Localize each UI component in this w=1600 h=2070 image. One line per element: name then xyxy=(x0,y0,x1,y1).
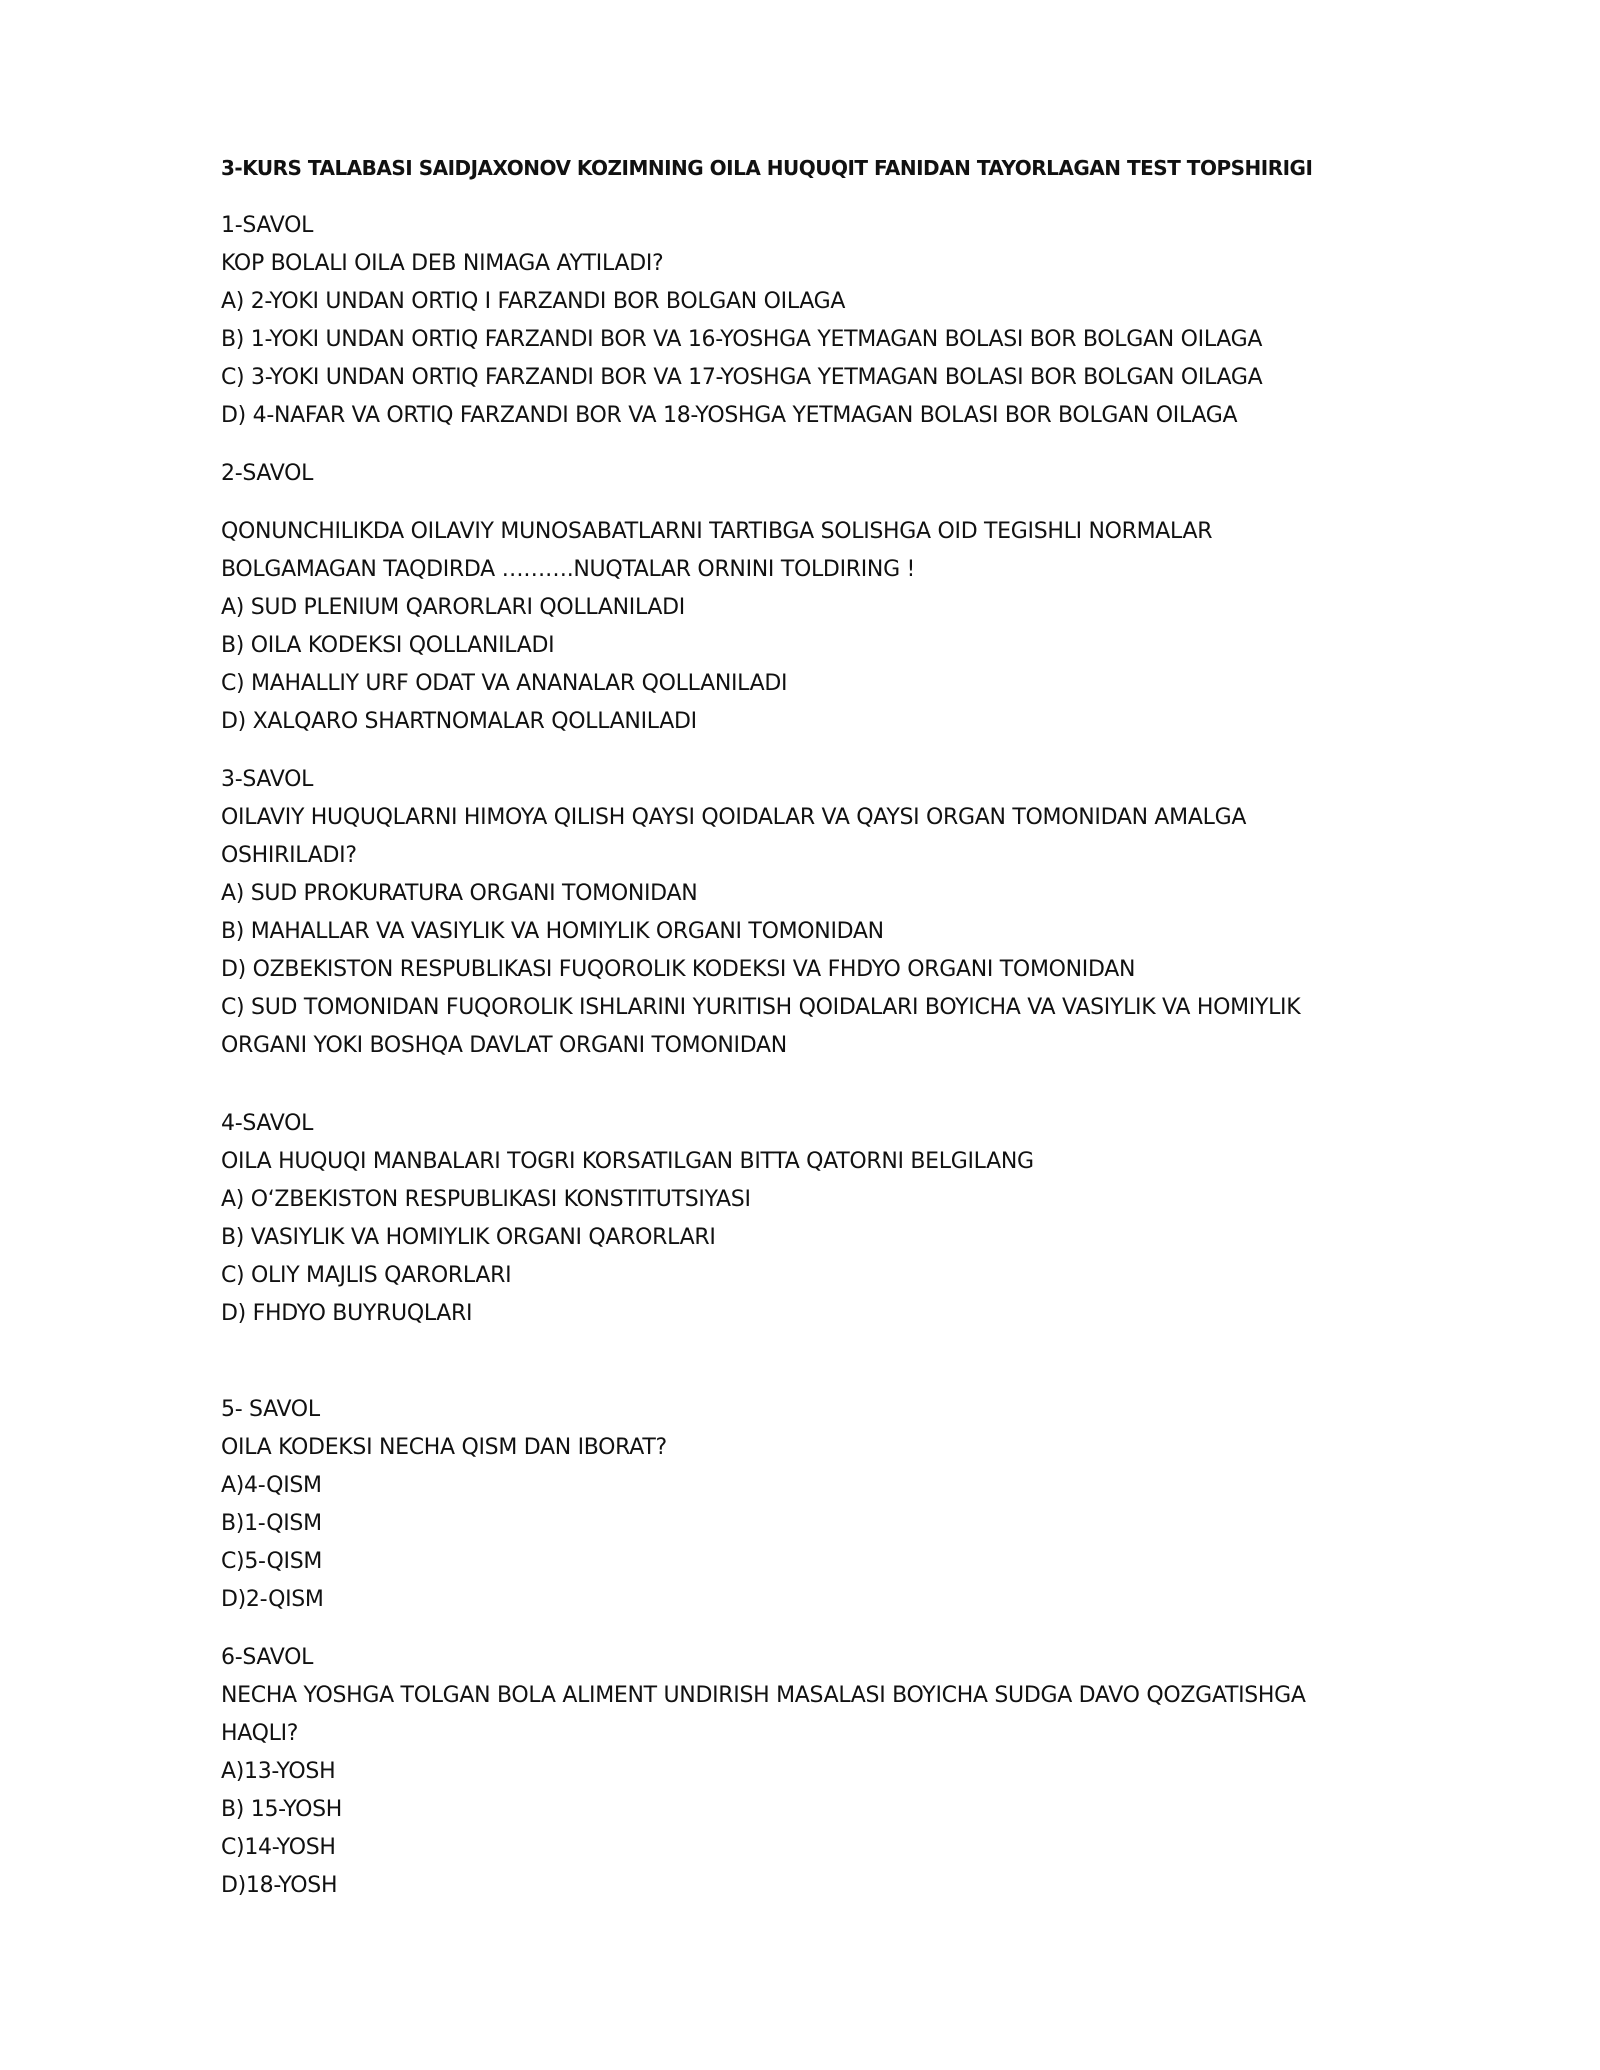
question-4-text: OILA HUQUQI MANBALARI TOGRI KORSATILGAN BITTA QATORNI BELGILANG xyxy=(221,1149,1034,1174)
spacer xyxy=(221,435,1521,455)
question-5-option-a: A)4-QISM xyxy=(221,1473,322,1498)
question-5-label: 5- SAVOL xyxy=(221,1397,320,1422)
question-4-label: 4-SAVOL xyxy=(221,1111,314,1136)
spacer xyxy=(221,1065,1521,1105)
question-5 xyxy=(221,1391,1521,1619)
spacer xyxy=(221,1333,1521,1391)
question-5-text: OILA KODEKSI NECHA QISM DAN IBORAT? xyxy=(221,1435,667,1460)
question-1-option-a: A) 2-YOKI UNDAN ORTIQ I FARZANDI BOR BOLGAN OILAGA xyxy=(221,289,846,314)
question-3-option-d: D) OZBEKISTON RESPUBLIKASI FUQOROLIK KODEKSI VA FHDYO ORGANI TOMONIDAN xyxy=(221,957,1136,982)
question-6-option-b: B) 15-YOSH xyxy=(221,1797,343,1822)
question-3-text-line-1: OILAVIY HUQUQLARNI HIMOYA QILISH QAYSI QOIDALAR VA QAYSI ORGAN TOMONIDAN AMALGA xyxy=(221,805,1247,830)
question-6-option-a: A)13-YOSH xyxy=(221,1759,336,1784)
question-6-option-c: C)14-YOSH xyxy=(221,1835,336,1860)
question-2-label: 2-SAVOL xyxy=(221,461,314,486)
document-page xyxy=(221,149,1521,1905)
spacer xyxy=(221,1619,1521,1639)
question-1-option-c: C) 3-YOKI UNDAN ORTIQ FARZANDI BOR VA 17-YOSHGA YETMAGAN BOLASI BOR BOLGAN OILAGA xyxy=(221,365,1263,390)
question-5-option-b: B)1-QISM xyxy=(221,1511,322,1536)
question-1-option-d: D) 4-NAFAR VA ORTIQ FARZANDI BOR VA 18-YOSHGA YETMAGAN BOLASI BOR BOLGAN OILAGA xyxy=(221,403,1238,428)
question-3-option-b: B) MAHALLAR VA VASIYLIK VA HOMIYLIK ORGANI TOMONIDAN xyxy=(221,919,884,944)
question-4-option-d: D) FHDYO BUYRUQLARI xyxy=(221,1301,473,1326)
question-6-label: 6-SAVOL xyxy=(221,1645,314,1670)
spacer xyxy=(221,493,1521,513)
question-4-option-a: A) O‘ZBEKISTON RESPUBLIKASI KONSTITUTSIYASI xyxy=(221,1187,751,1212)
question-3-option-c-line-1: C) SUD TOMONIDAN FUQOROLIK ISHLARINI YURITISH QOIDALARI BOYICHA VA VASIYLIK VA HOMIYLIK xyxy=(221,995,1301,1020)
question-3 xyxy=(221,761,1521,1065)
question-2-text-line-2: BOLGAMAGAN TAQDIRDA ……….NUQTALAR ORNINI TOLDIRING ! xyxy=(221,557,916,582)
question-4 xyxy=(221,1105,1521,1333)
question-2-text-line-1: QONUNCHILIKDA OILAVIY MUNOSABATLARNI TARTIBGA SOLISHGA OID TEGISHLI NORMALAR xyxy=(221,519,1213,544)
spacer xyxy=(221,741,1521,761)
question-5-option-d: D)2-QISM xyxy=(221,1587,324,1612)
question-4-option-c: C) OLIY MAJLIS QARORLARI xyxy=(221,1263,512,1288)
question-4-option-b: B) VASIYLIK VA HOMIYLIK ORGANI QARORLARI xyxy=(221,1225,716,1250)
question-6-text-line-1: NECHA YOSHGA TOLGAN BOLA ALIMENT UNDIRISH MASALASI BOYICHA SUDGA DAVO QOZGATISHGA xyxy=(221,1683,1306,1708)
question-5-option-c: C)5-QISM xyxy=(221,1549,323,1574)
question-2 xyxy=(221,455,1521,741)
question-2-option-a: A) SUD PLENIUM QARORLARI QOLLANILADI xyxy=(221,595,685,620)
question-6-option-d: D)18-YOSH xyxy=(221,1873,338,1898)
question-3-option-c-line-2: ORGANI YOKI BOSHQA DAVLAT ORGANI TOMONIDAN xyxy=(221,1033,787,1058)
question-2-option-d: D) XALQARO SHARTNOMALAR QOLLANILADI xyxy=(221,709,697,734)
question-1-label: 1-SAVOL xyxy=(221,213,314,238)
question-1 xyxy=(221,207,1521,435)
question-6-text-line-2: HAQLI? xyxy=(221,1721,299,1746)
question-2-option-c: C) MAHALLIY URF ODAT VA ANANALAR QOLLANILADI xyxy=(221,671,788,696)
question-6 xyxy=(221,1639,1521,1905)
question-2-option-b: B) OILA KODEKSI QOLLANILADI xyxy=(221,633,555,658)
question-3-text-line-2: OSHIRILADI? xyxy=(221,843,357,868)
question-3-label: 3-SAVOL xyxy=(221,767,314,792)
question-1-text: KOP BOLALI OILA DEB NIMAGA AYTILADI? xyxy=(221,251,664,276)
document-title: 3-KURS TALABASI SAIDJAXONOV KOZIMNING OILA HUQUQIT FANIDAN TAYORLAGAN TEST TOPSHIRIGI xyxy=(221,156,1313,180)
question-1-option-b: B) 1-YOKI UNDAN ORTIQ FARZANDI BOR VA 16-YOSHGA YETMAGAN BOLASI BOR BOLGAN OILAGA xyxy=(221,327,1263,352)
question-3-option-a: A) SUD PROKURATURA ORGANI TOMONIDAN xyxy=(221,881,698,906)
